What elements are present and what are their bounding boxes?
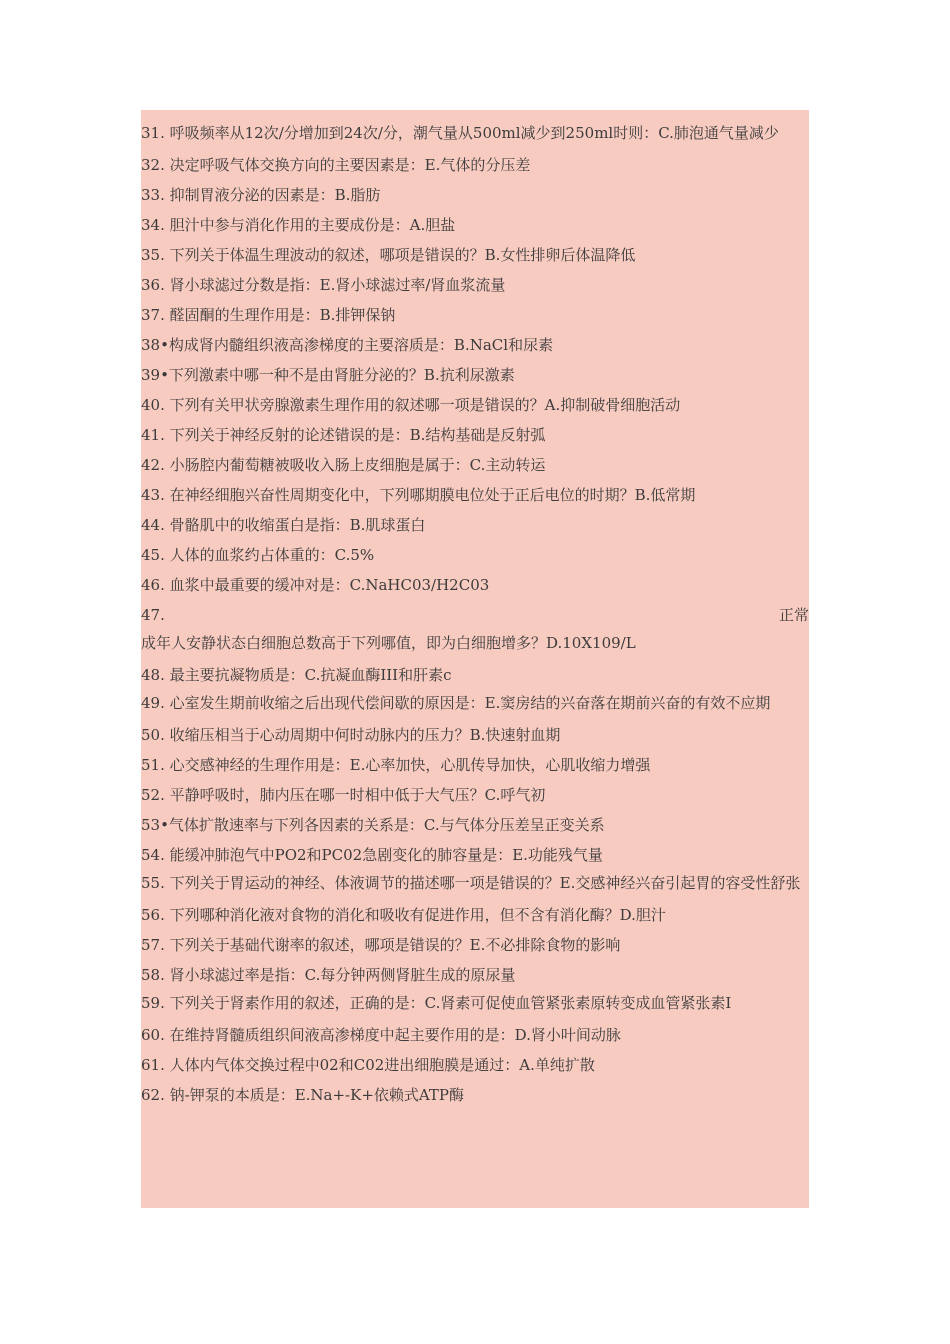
question-46: 46. 血浆中最重要的缓冲对是：C.NaHC03/H2C03 — [141, 576, 490, 594]
question-56: 56. 下列哪种消化液对食物的消化和吸收有促进作用，但不含有消化酶？D.胆汁 — [141, 906, 666, 924]
question-32: 32. 决定呼吸气体交换方向的主要因素是：E.气体的分压差 — [141, 156, 531, 174]
question-58: 58. 肾小球滤过率是指：C.每分钟两侧肾脏生成的原尿量 — [141, 966, 516, 984]
question-51: 51. 心交感神经的生理作用是：E.心率加快，心肌传导加快，心肌收缩力增强 — [141, 756, 651, 774]
question-list — [141, 120, 809, 1110]
question-47-number: 47. — [141, 606, 165, 624]
question-57: 57. 下列关于基础代谢率的叙述，哪项是错误的？E.不必排除食物的影响 — [141, 936, 621, 954]
question-36: 36. 肾小球滤过分数是指：E.肾小球滤过率/肾血浆流量 — [141, 276, 506, 294]
question-60: 60. 在维持肾髓质组织间液高渗梯度中起主要作用的是：D.肾小叶间动脉 — [141, 1026, 621, 1044]
question-47-tail: 正常 — [778, 606, 809, 624]
question-35: 35. 下列关于体温生理波动的叙述，哪项是错误的？B.女性排卵后体温降低 — [141, 246, 636, 264]
question-47 — [141, 600, 809, 630]
question-54: 54. 能缓冲肺泡气中PO2和PC02急剧变化的肺容量是：E.功能残气量 — [141, 846, 603, 864]
question-40: 40. 下列有关甲状旁腺激素生理作用的叙述哪一项是错误的？A.抑制破骨细胞活动 — [141, 396, 681, 414]
question-49: 49. 心室发生期前收缩之后出现代偿间歇的原因是：E.窦房结的兴奋落在期前兴奋的有效不应期 — [141, 694, 771, 712]
question-61: 61. 人体内气体交换过程中02和C02进出细胞膜是通过：A.单纯扩散 — [141, 1056, 595, 1074]
question-38: 38•构成肾内髓组织液高渗梯度的主要溶质是：B.NaCl和尿素 — [141, 336, 554, 354]
question-50: 50. 收缩压相当于心动周期中何时动脉内的压力？B.快速射血期 — [141, 726, 561, 744]
question-43: 43. 在神经细胞兴奋性周期变化中，下列哪期膜电位处于正后电位的时期？B.低常期 — [141, 486, 696, 504]
question-33: 33. 抑制胃液分泌的因素是：B.脂肪 — [141, 186, 381, 204]
question-42: 42. 小肠腔内葡萄糖被吸收入肠上皮细胞是属于：C.主动转运 — [141, 456, 546, 474]
question-34: 34. 胆汁中参与消化作用的主要成份是：A.胆盐 — [141, 216, 456, 234]
question-31: 31. 呼吸频率从12次/分增加到24次/分，潮气量从500ml减少到250ml时则：C.肺泡通气量减少 — [141, 124, 779, 142]
question-45: 45. 人体的血浆约占体重的：C.5% — [141, 546, 375, 564]
question-55: 55. 下列关于胃运动的神经、体液调节的描述哪一项是错误的？E.交感神经兴奋引起胃的容受性舒张 — [141, 874, 801, 892]
question-48: 48. 最主要抗凝物质是：C.抗凝血酶III和肝素c — [141, 666, 452, 684]
question-59: 59. 下列关于肾素作用的叙述，正确的是：C.肾素可促使血管紧张素原转变成血管紧张素I — [141, 994, 732, 1012]
question-41: 41. 下列关于神经反射的论述错误的是：B.结构基础是反射弧 — [141, 426, 546, 444]
question-39: 39•下列激素中哪一种不是由肾脏分泌的？B.抗利尿激素 — [141, 366, 515, 384]
question-37: 37. 醛固酮的生理作用是：B.排钾保钠 — [141, 306, 396, 324]
question-53: 53•气体扩散速率与下列各因素的关系是：C.与气体分压差呈正变关系 — [141, 816, 605, 834]
question-52: 52. 平静呼吸时，肺内压在哪一时相中低于大气压？C.呼气初 — [141, 786, 546, 804]
question-47-continuation: 成年人安静状态白细胞总数高于下列哪值，即为白细胞增多？D.10X109/L — [141, 634, 636, 652]
question-62: 62. 钠-钾泵的本质是：E.Na+-K+依赖式ATP酶 — [141, 1086, 464, 1104]
question-44: 44. 骨骼肌中的收缩蛋白是指：B.肌球蛋白 — [141, 516, 426, 534]
